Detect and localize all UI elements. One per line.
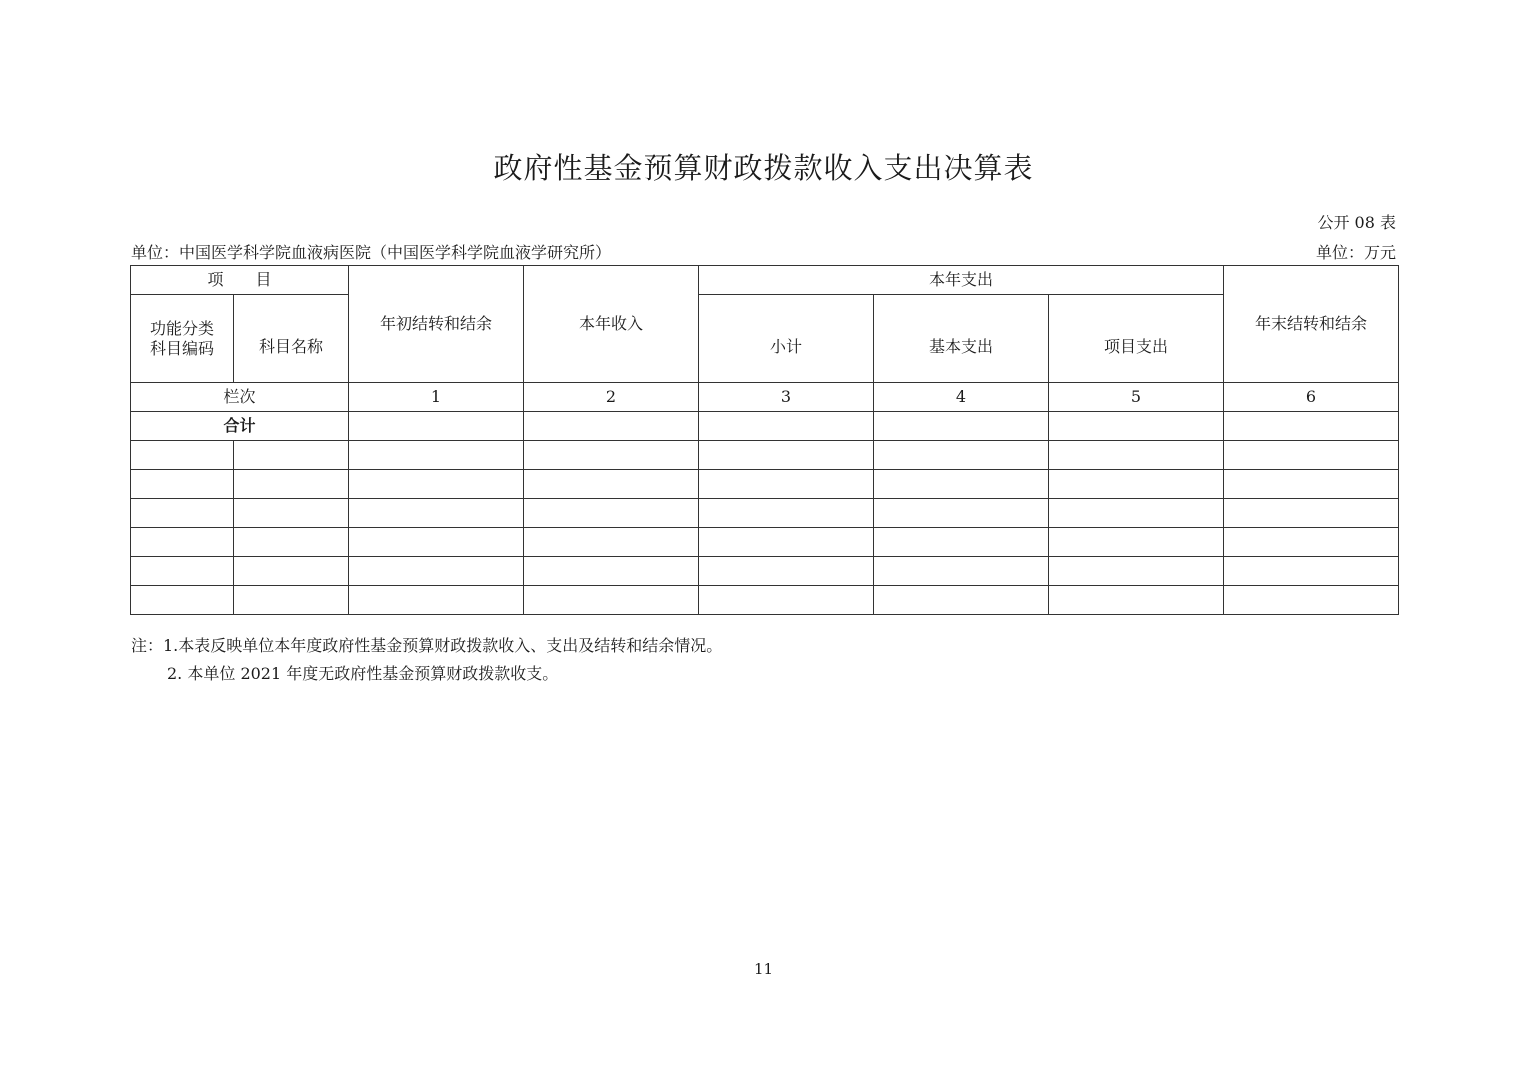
basic-expense-label: 基本支出 [929, 336, 994, 356]
table-cell [524, 586, 699, 615]
table-cell [131, 557, 234, 586]
table-cell [524, 528, 699, 557]
header-row-1 [131, 266, 1399, 295]
table-row [131, 499, 1399, 528]
table-cell [131, 528, 234, 557]
col-number: 3 [699, 383, 874, 412]
basic-expense-header [874, 295, 1049, 383]
table-cell [349, 470, 524, 499]
table-cell [524, 470, 699, 499]
table-cell [1049, 499, 1224, 528]
table-cell [1049, 586, 1224, 615]
table-row [131, 528, 1399, 557]
project-expense-label: 项目支出 [1104, 336, 1169, 356]
table-cell [131, 470, 234, 499]
row-index-label: 栏次 [131, 383, 349, 412]
table-cell [699, 557, 874, 586]
annual-income-header: 本年收入 [524, 266, 699, 383]
table-cell [874, 586, 1049, 615]
table-cell [699, 528, 874, 557]
table-cell [874, 499, 1049, 528]
project-expense-header [1049, 295, 1224, 383]
table-cell [699, 441, 874, 470]
subtotal-label: 小计 [770, 336, 803, 356]
table-cell [699, 499, 874, 528]
table-cell [131, 586, 234, 615]
table-cell [1049, 441, 1224, 470]
col-number: 5 [1049, 383, 1224, 412]
subject-name-header [234, 295, 349, 383]
reporting-unit: 单位：中国医学科学院血液病医院（中国医学科学院血液学研究所） [131, 243, 612, 262]
table-cell [699, 470, 874, 499]
table-cell [1049, 528, 1224, 557]
annual-expense-header: 本年支出 [699, 266, 1224, 295]
table-cell [131, 499, 234, 528]
table-cell [1224, 557, 1399, 586]
closing-balance-header: 年末结转和结余 [1224, 266, 1399, 383]
opening-balance-header: 年初结转和结余 [349, 266, 524, 383]
note-2: 2. 本单位 2021 年度无政府性基金预算财政拨款收支。 [167, 664, 559, 683]
table-cell [1224, 528, 1399, 557]
table-cell [1224, 586, 1399, 615]
function-code-header: 功能分类 科目编码 [131, 295, 234, 383]
col-number: 6 [1224, 383, 1399, 412]
table-cell [349, 412, 524, 441]
table-cell [1049, 470, 1224, 499]
col-number: 4 [874, 383, 1049, 412]
table-cell [1224, 470, 1399, 499]
table-cell [349, 586, 524, 615]
table-cell [699, 586, 874, 615]
currency-unit: 单位：万元 [1315, 243, 1396, 262]
notes [131, 632, 722, 688]
table-cell [524, 557, 699, 586]
table-cell [874, 412, 1049, 441]
header-row-2 [131, 295, 1399, 383]
total-label: 合计 [131, 412, 349, 441]
table-cell [699, 412, 874, 441]
table-cell [349, 557, 524, 586]
project-header: 项 目 [131, 266, 349, 295]
table-cell [1224, 412, 1399, 441]
table-row [131, 586, 1399, 615]
table-row [131, 470, 1399, 499]
table-cell [131, 441, 234, 470]
table-cell [234, 557, 349, 586]
table-cell [349, 441, 524, 470]
table-cell [234, 470, 349, 499]
total-row [131, 412, 1399, 441]
subject-name-label: 科目名称 [259, 336, 324, 356]
table-cell [234, 586, 349, 615]
note-1: 注：1.本表反映单位本年度政府性基金预算财政拨款收入、支出及结转和结余情况。 [131, 636, 723, 655]
page-number: 11 [753, 960, 774, 978]
table-cell [234, 528, 349, 557]
form-code: 公开 08 表 [1317, 213, 1396, 232]
table-cell [874, 441, 1049, 470]
table-cell [349, 528, 524, 557]
table-cell [874, 557, 1049, 586]
table-cell [524, 412, 699, 441]
table-cell [234, 499, 349, 528]
table-cell [1224, 441, 1399, 470]
col-number: 1 [349, 383, 524, 412]
table-cell [524, 441, 699, 470]
table-cell [874, 470, 1049, 499]
budget-table [130, 265, 1399, 615]
table-cell [349, 499, 524, 528]
col-number: 2 [524, 383, 699, 412]
table-row [131, 557, 1399, 586]
table-cell [1224, 499, 1399, 528]
table-cell [1049, 557, 1224, 586]
table-row [131, 441, 1399, 470]
table-cell [1049, 412, 1224, 441]
page-title: 政府性基金预算财政拨款收入支出决算表 [493, 151, 1034, 185]
subtotal-header [699, 295, 874, 383]
table-cell [874, 528, 1049, 557]
column-index-row [131, 383, 1399, 412]
table-cell [524, 499, 699, 528]
table-cell [234, 441, 349, 470]
